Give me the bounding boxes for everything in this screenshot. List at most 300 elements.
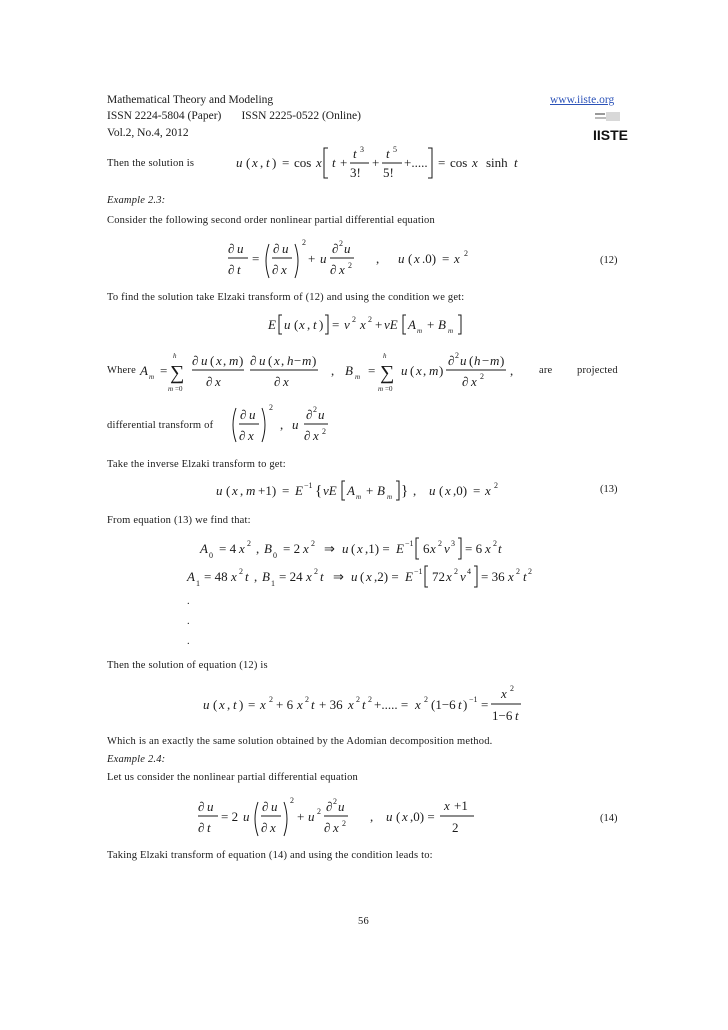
svg-text:,: , xyxy=(413,483,417,498)
svg-text:=: = xyxy=(368,363,376,378)
svg-text:x: x xyxy=(415,697,421,712)
svg-text:(: ( xyxy=(408,251,413,266)
svg-text:x: x xyxy=(485,541,491,556)
svg-text:t: t xyxy=(523,569,527,584)
svg-text:=: = xyxy=(442,251,450,266)
svg-text:x: x xyxy=(219,697,225,712)
svg-text:u: u xyxy=(344,241,351,256)
svg-text:−: − xyxy=(482,353,490,368)
equation-solution-12 xyxy=(203,682,543,726)
svg-text:2: 2 xyxy=(305,695,309,704)
svg-text:): ) xyxy=(319,317,324,332)
website-link[interactable]: www.iiste.org xyxy=(550,94,615,106)
solution-intro: Then the solution is xyxy=(107,158,195,169)
svg-text:5!: 5! xyxy=(383,165,394,180)
svg-text:x: x xyxy=(360,317,366,332)
svg-text:−1: −1 xyxy=(405,539,414,548)
svg-text:x: x xyxy=(281,262,287,277)
svg-text:2: 2 xyxy=(516,567,520,576)
svg-text:(: ( xyxy=(246,155,251,170)
svg-text:2: 2 xyxy=(464,249,468,258)
svg-text:+1): +1) xyxy=(258,483,277,498)
svg-text:2: 2 xyxy=(454,567,458,576)
svg-text:t: t xyxy=(320,569,324,584)
svg-text:2: 2 xyxy=(269,403,273,412)
svg-text:): ) xyxy=(239,353,244,368)
svg-text:v: v xyxy=(344,317,350,332)
svg-text:t: t xyxy=(245,569,249,584)
svg-text:x: x xyxy=(299,317,305,332)
svg-text:= 48: = 48 xyxy=(204,569,228,584)
issn-text: ISSN 2224-5804 (Paper) ISSN 2225-0522 (Online) xyxy=(107,110,361,122)
svg-text:+: + xyxy=(297,809,305,824)
svg-text:A: A xyxy=(200,541,208,556)
svg-text:∂: ∂ xyxy=(324,820,331,835)
svg-text:∂: ∂ xyxy=(332,241,339,256)
svg-text:sinh: sinh xyxy=(486,155,508,170)
svg-text:(: ( xyxy=(213,697,218,712)
paragraph-inverse: Take the inverse Elzaki transform to get: xyxy=(107,459,286,470)
svg-text:+.....: +..... xyxy=(404,155,428,170)
svg-text:3: 3 xyxy=(360,145,364,154)
svg-text:x: x xyxy=(445,483,451,498)
svg-text:u: u xyxy=(203,697,210,712)
svg-text:=0: =0 xyxy=(385,385,393,393)
svg-text:u: u xyxy=(342,541,349,556)
svg-text:m: m xyxy=(378,385,384,393)
svg-text:h: h xyxy=(287,353,294,368)
svg-text:= 2: = 2 xyxy=(283,541,301,556)
svg-text:x: x xyxy=(416,363,422,378)
svg-text:=: = xyxy=(282,155,290,170)
svg-text:,: , xyxy=(307,317,311,332)
svg-text:2: 2 xyxy=(342,819,346,828)
equation-A0-B0 xyxy=(200,536,500,562)
svg-text:u: u xyxy=(429,483,436,498)
equation-12 xyxy=(228,236,478,286)
svg-text:(: ( xyxy=(268,353,273,368)
svg-text:t: t xyxy=(313,317,317,332)
svg-text:∑: ∑ xyxy=(380,362,395,384)
paragraph-find-solution: To find the solution take Elzaki transform of (12) and using the condition we get: xyxy=(107,292,465,303)
svg-text:u: u xyxy=(243,809,250,824)
svg-text:x: x xyxy=(472,155,478,170)
svg-text:A: A xyxy=(408,317,416,332)
svg-text:,: , xyxy=(376,251,380,266)
equation-number-12: (12) xyxy=(600,255,618,266)
where-word: Where xyxy=(107,365,136,376)
svg-text:m: m xyxy=(246,483,256,498)
svg-text:cos: cos xyxy=(294,155,312,170)
svg-text:vE: vE xyxy=(323,483,337,498)
svg-text:x: x xyxy=(303,541,309,556)
svg-text:x: x xyxy=(348,697,354,712)
svg-text:t: t xyxy=(386,146,390,161)
svg-text:,: , xyxy=(254,569,258,584)
svg-text:x: x xyxy=(414,251,420,266)
svg-text:u: u xyxy=(259,353,266,368)
svg-text:u: u xyxy=(386,809,393,824)
svg-text:,: , xyxy=(227,697,231,712)
svg-text:u: u xyxy=(282,241,289,256)
svg-text:m: m xyxy=(356,493,362,501)
svg-text:,0): ,0) xyxy=(453,483,468,498)
svg-text:x: x xyxy=(248,428,254,443)
svg-text:2: 2 xyxy=(269,695,273,704)
svg-text:∑: ∑ xyxy=(170,362,185,384)
svg-text:∂: ∂ xyxy=(198,820,205,835)
svg-text:+ 36: + 36 xyxy=(319,697,343,712)
svg-text:= 2: = 2 xyxy=(221,809,239,824)
svg-text:): ) xyxy=(312,353,317,368)
svg-text:∂: ∂ xyxy=(274,374,281,389)
equation-where-Am-Bm xyxy=(140,348,540,398)
equation-A1-B1 xyxy=(187,564,587,590)
svg-text:): ) xyxy=(239,697,244,712)
example-2-3-heading: Example 2.3: xyxy=(107,195,166,206)
svg-text:2: 2 xyxy=(239,567,243,576)
svg-text:u: u xyxy=(351,569,358,584)
svg-text:x: x xyxy=(232,483,238,498)
svg-text:x: x xyxy=(283,374,289,389)
svg-text:,: , xyxy=(260,155,264,170)
svg-text:2: 2 xyxy=(317,807,321,816)
svg-text:A: A xyxy=(140,363,148,378)
svg-text:∂: ∂ xyxy=(240,407,247,422)
iiste-logo xyxy=(592,110,629,143)
svg-text:B: B xyxy=(377,483,385,498)
svg-text:u: u xyxy=(318,407,325,422)
svg-text:72: 72 xyxy=(432,569,445,584)
svg-text:1: 1 xyxy=(196,579,200,588)
equation-13 xyxy=(216,478,516,504)
svg-text:−: − xyxy=(294,353,302,368)
svg-text:,1) =: ,1) = xyxy=(365,541,390,556)
svg-text:(: ( xyxy=(410,363,415,378)
svg-text:m: m xyxy=(387,493,393,501)
svg-text:,: , xyxy=(281,353,285,368)
svg-text:(: ( xyxy=(351,541,356,556)
svg-text:2: 2 xyxy=(528,567,532,576)
svg-text:B: B xyxy=(345,363,353,378)
svg-text:+: + xyxy=(340,155,348,170)
svg-text:.0): .0) xyxy=(422,251,437,266)
continuation-dot-2: . xyxy=(187,616,190,627)
equation-number-13: (13) xyxy=(600,484,618,495)
svg-text:2: 2 xyxy=(510,684,514,693)
svg-text:u: u xyxy=(292,417,299,432)
svg-text:2: 2 xyxy=(311,539,315,548)
svg-text:m: m xyxy=(355,373,361,381)
svg-text:∂: ∂ xyxy=(206,374,213,389)
svg-text:∂: ∂ xyxy=(228,241,235,256)
svg-text:(: ( xyxy=(439,483,444,498)
svg-text:0: 0 xyxy=(273,551,277,560)
svg-text:t: t xyxy=(515,708,519,723)
svg-text:2: 2 xyxy=(290,796,294,805)
svg-text:x: x xyxy=(274,353,280,368)
equation-elzaki-transform xyxy=(268,312,478,338)
svg-text:{: { xyxy=(315,483,323,499)
svg-text:2: 2 xyxy=(302,238,306,247)
svg-text:∂: ∂ xyxy=(192,353,199,368)
svg-text:vE: vE xyxy=(384,317,398,332)
svg-text:∂: ∂ xyxy=(304,428,311,443)
svg-text:+1: +1 xyxy=(454,798,468,813)
svg-text:B: B xyxy=(438,317,446,332)
svg-text:x: x xyxy=(316,155,322,170)
svg-text:2: 2 xyxy=(356,695,360,704)
svg-text:=: = xyxy=(248,697,256,712)
svg-text:x: x xyxy=(501,686,507,701)
svg-text:m: m xyxy=(448,327,454,335)
svg-text:t: t xyxy=(311,697,315,712)
svg-text:A: A xyxy=(347,483,355,498)
svg-text:= 4: = 4 xyxy=(219,541,237,556)
svg-text:u: u xyxy=(284,317,291,332)
svg-text:x: x xyxy=(252,155,258,170)
svg-text:2: 2 xyxy=(333,797,337,806)
svg-text:+: + xyxy=(427,317,435,332)
svg-text:): ) xyxy=(500,353,505,368)
svg-text:,2) =: ,2) = xyxy=(374,569,399,584)
svg-text:x: x xyxy=(333,820,339,835)
svg-text:v: v xyxy=(460,569,466,584)
svg-text:t: t xyxy=(362,697,366,712)
svg-text:m: m xyxy=(302,353,312,368)
svg-text:): ) xyxy=(272,155,277,170)
paragraph-which: Which is an exactly the same solution obtained by the Adomian decomposition method. xyxy=(107,736,493,747)
svg-text:5: 5 xyxy=(393,145,397,154)
paragraph-let-consider: Let us consider the nonlinear partial differential equation xyxy=(107,772,358,783)
paragraph-consider: Consider the following second order nonlinear partial differential equation xyxy=(107,215,435,226)
svg-text:x: x xyxy=(216,353,222,368)
svg-text:+: + xyxy=(366,483,374,498)
svg-text:(: ( xyxy=(294,317,299,332)
svg-text:+: + xyxy=(308,251,316,266)
svg-text:2: 2 xyxy=(314,567,318,576)
svg-text:2: 2 xyxy=(452,820,459,835)
svg-text:m: m xyxy=(149,373,155,381)
svg-text:E: E xyxy=(295,483,303,498)
svg-text:x: x xyxy=(471,374,477,389)
svg-text:0: 0 xyxy=(209,551,213,560)
svg-text:u: u xyxy=(236,155,243,170)
svg-text:⇒: ⇒ xyxy=(324,541,335,556)
svg-text:x: x xyxy=(313,428,319,443)
svg-text:,: , xyxy=(331,363,335,378)
svg-text:,0) =: ,0) = xyxy=(410,809,435,824)
svg-text:x: x xyxy=(339,262,345,277)
svg-text:=: = xyxy=(473,483,481,498)
svg-text:x: x xyxy=(402,809,408,824)
svg-text:6: 6 xyxy=(423,541,430,556)
svg-text:−1: −1 xyxy=(414,567,423,576)
svg-text:2: 2 xyxy=(493,539,497,548)
svg-text:x: x xyxy=(215,374,221,389)
svg-text:E: E xyxy=(268,317,276,332)
svg-text:2: 2 xyxy=(494,481,498,490)
svg-text:∂: ∂ xyxy=(326,799,333,814)
svg-text:u: u xyxy=(271,799,278,814)
paragraph-taking: Taking Elzaki transform of equation (14) and using the condition leads to: xyxy=(107,850,433,861)
svg-text:2: 2 xyxy=(352,315,356,324)
svg-text:,: , xyxy=(423,363,427,378)
svg-text:u: u xyxy=(237,241,244,256)
example-2-4-heading: Example 2.4: xyxy=(107,754,166,765)
svg-text:m: m xyxy=(417,327,423,335)
svg-text:∂: ∂ xyxy=(448,353,455,368)
svg-text:t: t xyxy=(458,697,462,712)
svg-text:∂: ∂ xyxy=(198,799,205,814)
svg-text:4: 4 xyxy=(467,567,471,576)
svg-text:= 24: = 24 xyxy=(279,569,303,584)
svg-text:): ) xyxy=(463,697,468,712)
svg-text:+: + xyxy=(375,317,383,332)
svg-text:2: 2 xyxy=(348,261,352,270)
svg-text:2: 2 xyxy=(424,695,428,704)
svg-text:t: t xyxy=(353,146,357,161)
svg-text:1−6: 1−6 xyxy=(492,708,513,723)
svg-text:u: u xyxy=(398,251,405,266)
svg-text:u: u xyxy=(308,809,315,824)
svg-text:x: x xyxy=(508,569,514,584)
svg-text:,: , xyxy=(370,809,374,824)
svg-text:x: x xyxy=(430,541,436,556)
svg-text:2: 2 xyxy=(368,315,372,324)
equation-A0-tail xyxy=(498,536,518,562)
svg-text:∂: ∂ xyxy=(330,262,337,277)
svg-text:x: x xyxy=(444,798,450,813)
svg-text:=: = xyxy=(332,317,340,332)
svg-text:=0: =0 xyxy=(175,385,183,393)
svg-text:x: x xyxy=(270,820,276,835)
equation-diff-terms xyxy=(228,402,338,452)
svg-text:(: ( xyxy=(226,483,231,498)
svg-text:=: = xyxy=(252,251,260,266)
svg-text:u: u xyxy=(249,407,256,422)
svg-text:x: x xyxy=(297,697,303,712)
svg-text:u: u xyxy=(216,483,223,498)
svg-text:h: h xyxy=(474,353,481,368)
svg-text:2: 2 xyxy=(438,539,442,548)
svg-text:3!: 3! xyxy=(350,165,361,180)
word-projected: projected xyxy=(577,365,618,376)
svg-text:=: = xyxy=(282,483,290,498)
svg-text:−1: −1 xyxy=(469,695,478,704)
issn-line xyxy=(107,110,361,122)
svg-text:}: } xyxy=(401,483,409,499)
volume-line: Vol.2, No.4, 2012 xyxy=(107,127,189,139)
svg-text:x: x xyxy=(485,483,491,498)
svg-text:= 6: = 6 xyxy=(465,541,483,556)
svg-text:A: A xyxy=(187,569,195,584)
svg-text:(: ( xyxy=(210,353,215,368)
svg-text:+: + xyxy=(372,155,380,170)
svg-text:t: t xyxy=(207,820,211,835)
svg-text:∂: ∂ xyxy=(272,262,279,277)
svg-text:cos: cos xyxy=(450,155,468,170)
svg-text:m: m xyxy=(229,353,239,368)
svg-text:E: E xyxy=(396,541,404,556)
svg-text:B: B xyxy=(264,541,272,556)
svg-text:= 36: = 36 xyxy=(481,569,505,584)
svg-text:3: 3 xyxy=(451,539,455,548)
journal-title: Mathematical Theory and Modeling xyxy=(107,94,274,106)
svg-text:m: m xyxy=(490,353,500,368)
svg-text:∂: ∂ xyxy=(228,262,235,277)
svg-text:x: x xyxy=(231,569,237,584)
svg-text:t: t xyxy=(514,155,518,170)
svg-text:t: t xyxy=(498,541,502,556)
svg-text:2: 2 xyxy=(339,239,343,248)
svg-text:−1: −1 xyxy=(304,481,313,490)
svg-text:1: 1 xyxy=(271,579,275,588)
svg-text:h: h xyxy=(383,352,387,360)
svg-text:+..... =: +..... = xyxy=(374,697,409,712)
equation-solution-1 xyxy=(236,144,566,180)
svg-text:,: , xyxy=(510,363,514,378)
svg-text:2: 2 xyxy=(322,427,326,436)
svg-text:): ) xyxy=(439,363,444,378)
svg-text:∂: ∂ xyxy=(250,353,257,368)
svg-text:=: = xyxy=(160,363,168,378)
svg-text:2: 2 xyxy=(455,351,459,360)
svg-text:m: m xyxy=(429,363,439,378)
svg-text:=: = xyxy=(481,697,489,712)
svg-text:∂: ∂ xyxy=(462,374,469,389)
continuation-dot-1: . xyxy=(187,596,190,607)
svg-text:,: , xyxy=(223,353,227,368)
svg-text:t: t xyxy=(266,155,270,170)
svg-text:=: = xyxy=(438,155,446,170)
svg-text:(1−6: (1−6 xyxy=(431,697,456,712)
equation-14 xyxy=(198,794,488,844)
svg-text:x: x xyxy=(239,541,245,556)
svg-text:x: x xyxy=(366,569,372,584)
word-are: are xyxy=(539,365,553,376)
svg-text:u: u xyxy=(401,363,408,378)
svg-text:u: u xyxy=(338,799,345,814)
svg-text:(: ( xyxy=(360,569,365,584)
svg-text:2: 2 xyxy=(247,539,251,548)
equation-number-14: (14) xyxy=(600,813,618,824)
logo-text: IISTE xyxy=(593,127,629,143)
svg-text:(: ( xyxy=(469,353,474,368)
svg-text:v: v xyxy=(444,541,450,556)
svg-text:t: t xyxy=(233,697,237,712)
svg-text:∂: ∂ xyxy=(239,428,246,443)
svg-text:∂: ∂ xyxy=(262,799,269,814)
svg-text:E: E xyxy=(405,569,413,584)
svg-text:t: t xyxy=(332,155,336,170)
diff-transform-of: differential transform of xyxy=(107,420,214,431)
paragraph-from-13: From equation (13) we find that: xyxy=(107,515,251,526)
svg-text:,: , xyxy=(240,483,244,498)
paragraph-then-12: Then the solution of equation (12) is xyxy=(107,660,268,671)
svg-text:B: B xyxy=(262,569,270,584)
svg-text:x: x xyxy=(454,251,460,266)
svg-text:2: 2 xyxy=(480,372,484,381)
svg-text:(: ( xyxy=(396,809,401,824)
svg-text:u: u xyxy=(207,799,214,814)
svg-text:∂: ∂ xyxy=(306,407,313,422)
continuation-dot-3: . xyxy=(187,636,190,647)
svg-text:2: 2 xyxy=(368,695,372,704)
svg-text:m: m xyxy=(168,385,174,393)
svg-text:t: t xyxy=(237,262,241,277)
svg-text:u: u xyxy=(201,353,208,368)
